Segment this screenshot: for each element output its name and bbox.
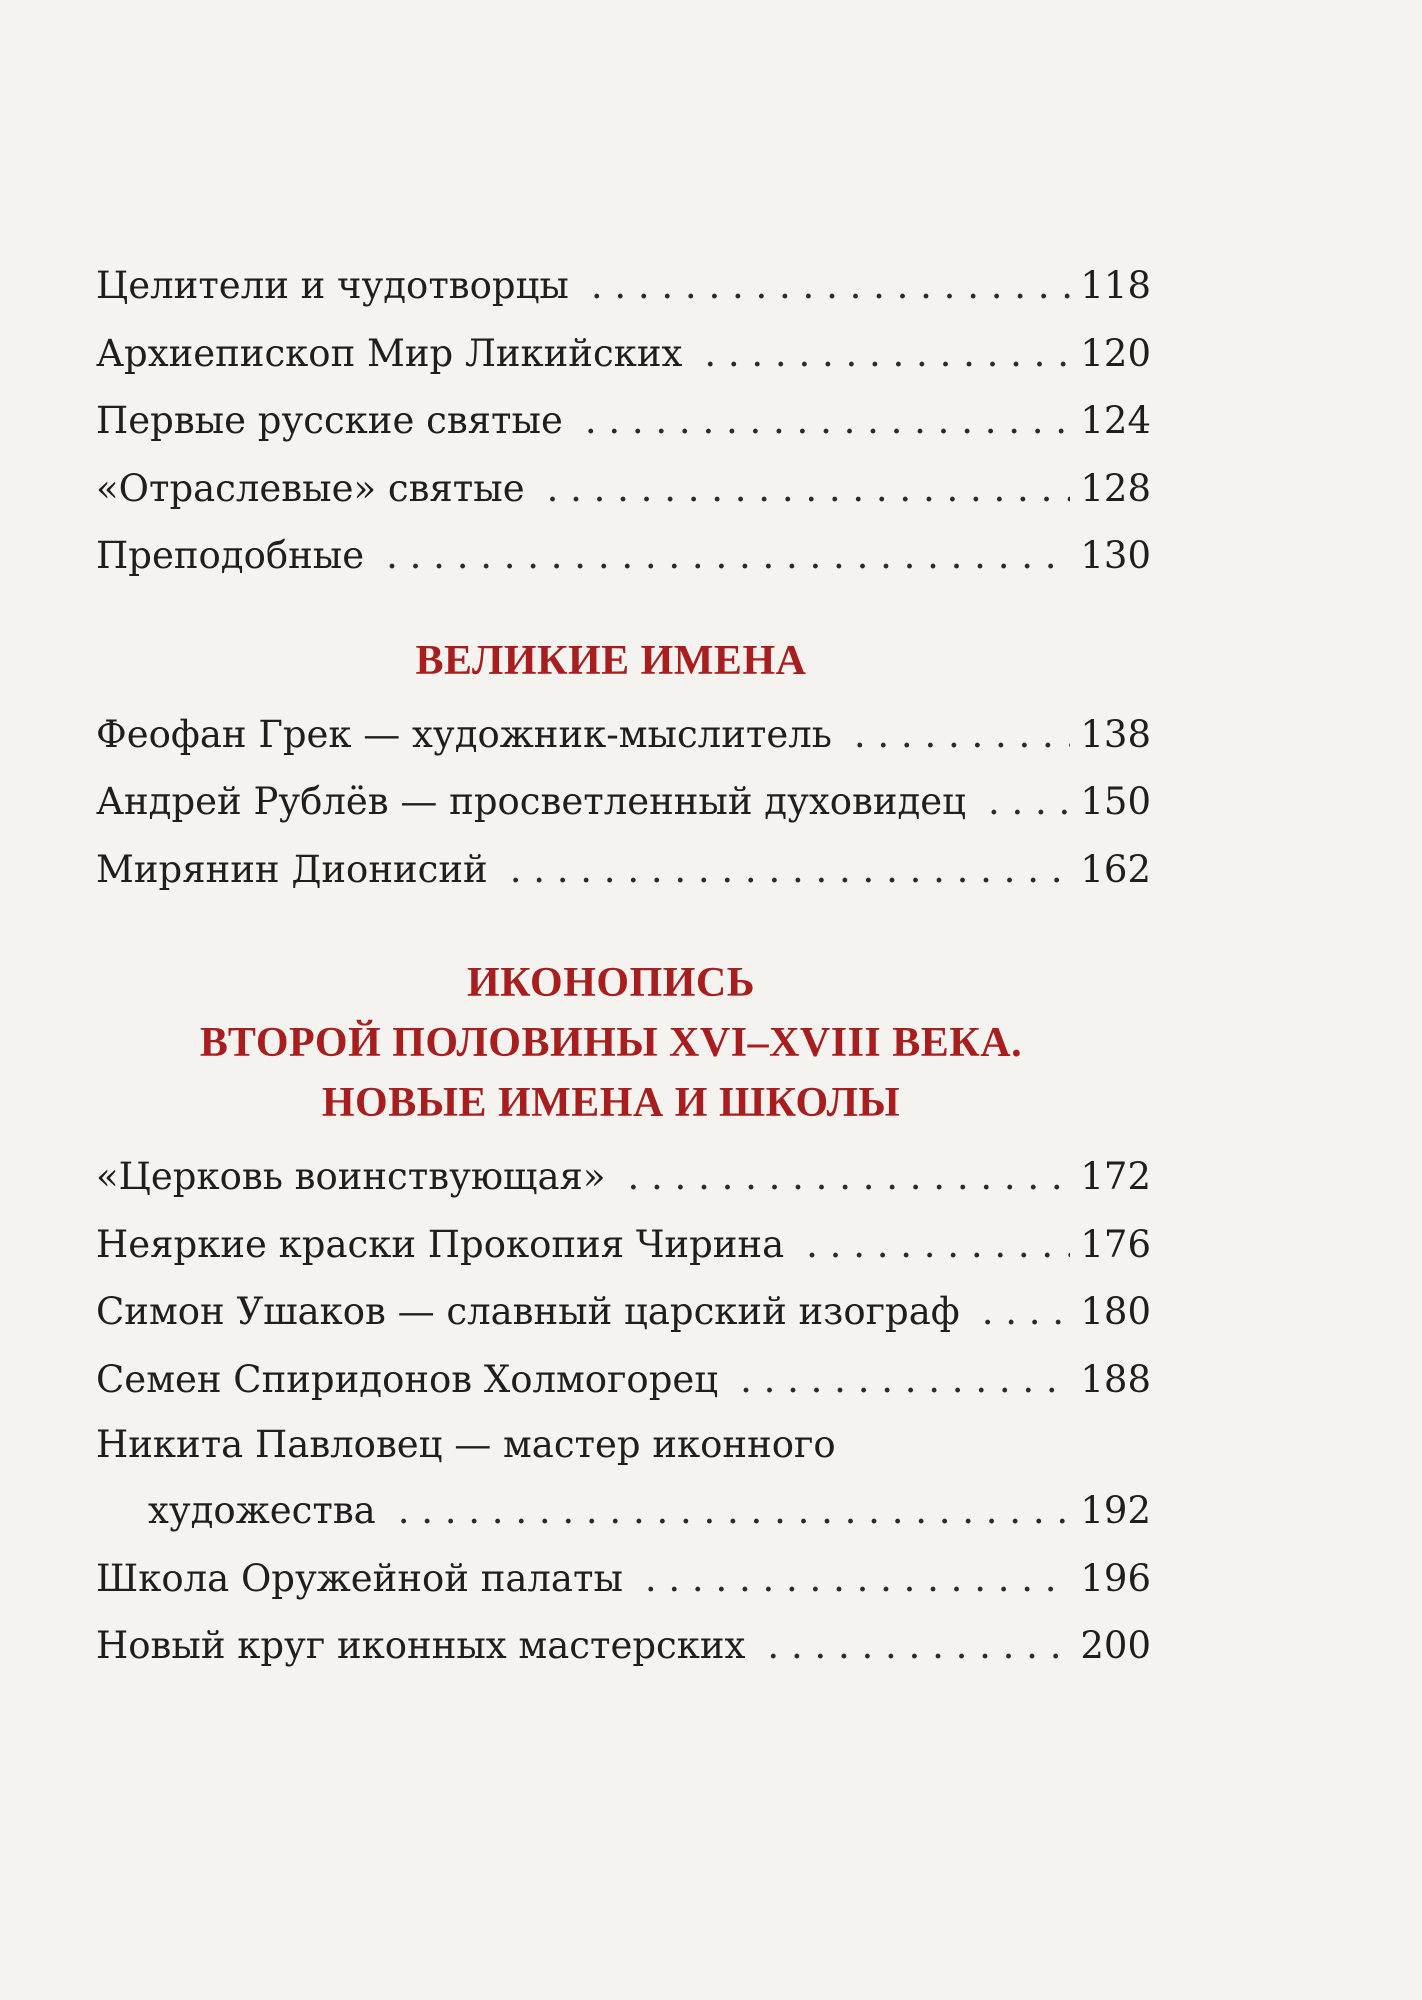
toc-entry[interactable] — [96, 1346, 1151, 1414]
entry-page-number: 188 — [1080, 1357, 1151, 1401]
entry-title: Школа Оружейной палаты — [96, 1556, 623, 1600]
entry-page-number: 138 — [1080, 712, 1151, 756]
toc-entry[interactable] — [96, 522, 1151, 590]
entry-title: Неяркие краски Прокопия Чирина — [96, 1222, 785, 1266]
dot-leader — [982, 1278, 1071, 1346]
entry-page-number: 118 — [1080, 264, 1151, 307]
entry-title: Семен Спиридонов Холмогорец — [96, 1357, 719, 1401]
section-heading-line: ИКОНОПИСЬ — [466, 960, 756, 1006]
toc-entry[interactable] — [96, 1545, 1151, 1613]
section-heading — [96, 953, 1126, 1133]
entry-page-number: 180 — [1080, 1290, 1151, 1333]
toc-entry[interactable] — [96, 768, 1151, 836]
dot-leader — [854, 701, 1071, 769]
entry-title-continuation: художества — [148, 1489, 376, 1532]
entry-page-number: 150 — [1080, 780, 1151, 823]
entry-page-number: 176 — [1080, 1222, 1151, 1266]
dot-leader — [591, 252, 1071, 320]
entry-page-number: 124 — [1080, 399, 1151, 442]
entry-title: Феофан Грек — художник-мыслитель — [96, 712, 832, 756]
entry-title: Архиепископ Мир Ликийских — [96, 331, 683, 375]
toc-entry[interactable] — [96, 1612, 1151, 1680]
dot-leader — [585, 387, 1071, 455]
table-of-contents — [96, 252, 1151, 1680]
entry-page-number: 130 — [1080, 534, 1151, 577]
entry-title: «Отраслевые» святые — [96, 466, 525, 510]
entry-title: «Церковь воинствующая» — [96, 1155, 606, 1198]
entry-title-continuation-row — [96, 1477, 1151, 1545]
section-heading-line: ВЕЛИКИЕ ИМЕНА — [415, 637, 807, 684]
toc-entry[interactable] — [96, 1143, 1151, 1211]
entry-page-number: 120 — [1080, 331, 1151, 375]
entry-title: Андрей Рублёв — просветленный духовидец — [96, 780, 966, 823]
entry-title: Мирянин Дионисий — [96, 847, 488, 891]
dot-leader — [386, 522, 1070, 590]
dot-leader — [740, 1346, 1070, 1414]
entry-title: Симон Ушаков — славный царский изограф — [96, 1290, 960, 1333]
toc-entry[interactable] — [96, 1211, 1151, 1279]
toc-entry[interactable] — [96, 455, 1151, 523]
section-heading-line: НОВЫЕ ИМЕНА И ШКОЛЫ — [321, 1080, 901, 1126]
toc-entry[interactable] — [96, 320, 1151, 388]
dot-leader — [628, 1143, 1071, 1211]
entry-title: Новый круг иконных мастерских — [96, 1624, 746, 1667]
entry-page-number: 200 — [1080, 1624, 1151, 1667]
entry-page-number: 192 — [1080, 1489, 1151, 1532]
dot-leader — [806, 1211, 1070, 1279]
entry-page-number: 128 — [1080, 466, 1151, 510]
dot-leader — [704, 320, 1070, 388]
entry-title: Первые русские святые — [96, 399, 563, 442]
dot-leader — [988, 768, 1070, 836]
toc-entry[interactable] — [96, 701, 1151, 769]
toc-entry[interactable] — [96, 1278, 1151, 1346]
dot-leader — [645, 1545, 1070, 1613]
entry-title: Преподобные — [96, 534, 365, 577]
section-heading-line: ВТОРОЙ ПОЛОВИНЫ XVI–XVIII ВЕКА. — [199, 1020, 1023, 1066]
entry-page-number: 196 — [1080, 1556, 1151, 1600]
section-heading — [96, 631, 1126, 691]
toc-entry[interactable] — [96, 252, 1151, 320]
dot-leader — [767, 1612, 1070, 1680]
entry-page-number: 162 — [1080, 847, 1151, 891]
toc-entry[interactable] — [96, 1413, 1151, 1545]
toc-entry[interactable] — [96, 387, 1151, 455]
entry-title: Целители и чудотворцы — [96, 264, 569, 307]
entry-page-number: 172 — [1080, 1155, 1151, 1198]
dot-leader — [510, 836, 1071, 904]
entry-title: Никита Павловец — мастер иконного — [96, 1423, 836, 1466]
dot-leader — [547, 455, 1071, 523]
toc-entry[interactable] — [96, 836, 1151, 904]
dot-leader — [398, 1477, 1071, 1545]
